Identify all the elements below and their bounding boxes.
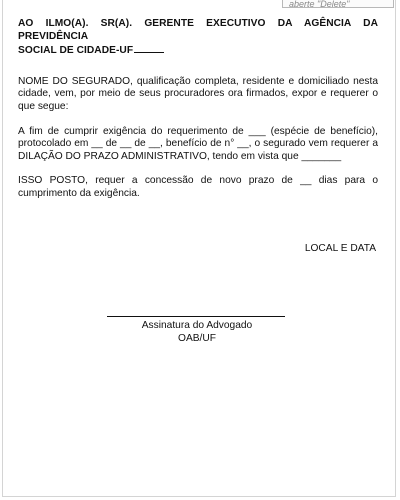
signature-oab: OAB/UF <box>178 333 216 344</box>
signature-line <box>107 316 285 317</box>
paragraph-conclusion: ISSO POSTO, requer a concessão de novo prazo de __ dias para o cumprimento da exigência. <box>18 175 378 199</box>
document-body <box>18 18 378 201</box>
heading-line-1: AO ILMO(A). SR(A). GERENTE EXECUTIVO DA AGÊNCIA DA PREVIDÊNCIA <box>18 18 378 42</box>
heading-line-2: SOCIAL DE CIDADE-UF <box>18 45 134 57</box>
signature-label: Assinatura do Advogado <box>141 320 253 331</box>
place-and-date: LOCAL E DATA <box>304 243 376 254</box>
corner-note: aberte "Delete" <box>282 0 394 8</box>
paragraph-request: A fim de cumprir exigência do requerimento de ___ (espécie de benefício), protocolado em __ de __ de __, benefício de n° __, o segurado vem requerer a DILAÇÃO DO PRAZO ADMINISTRATIVO, tendo em vista que _______ <box>18 125 378 162</box>
paragraph-qualification: NOME DO SEGURADO, qualificação completa, residente e domiciliado nesta cidade, vem, por meio de seus procuradores ora firmados, expor e requerer o que segue: <box>18 75 378 112</box>
document-heading <box>18 18 378 58</box>
heading-blank <box>134 43 164 53</box>
